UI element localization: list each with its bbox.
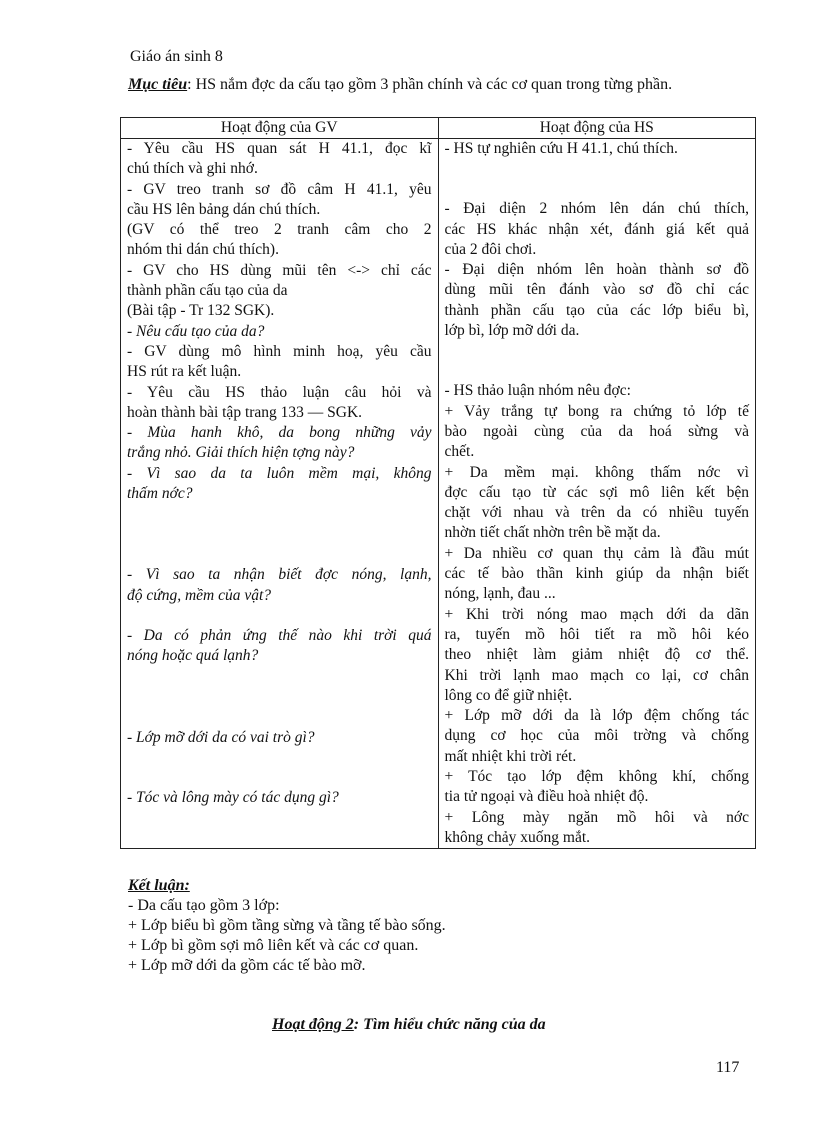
hs-line: các HS khác nhận xét, đánh giá kết quả <box>444 220 749 238</box>
gv-line: - Yêu cầu HS quan sát H 41.1, đọc kĩ <box>127 140 432 157</box>
gv-line: - Yêu cầu HS thảo luận câu hỏi và <box>127 383 432 401</box>
page-number: 117 <box>716 1059 740 1076</box>
gv-line: (Bài tập - Tr 132 SGK). <box>127 302 275 320</box>
hs-line: của 2 đôi chơi. <box>444 240 537 258</box>
hs-line: chết. <box>444 443 475 461</box>
gv-line: nhóm thi dán chú thích). <box>127 241 279 259</box>
table-row <box>121 139 756 849</box>
hs-line: + Lông mày ngăn mồ hôi và nớc <box>444 808 749 826</box>
activity-table <box>120 117 756 849</box>
activity-2-label: Hoạt động 2 <box>272 1016 354 1033</box>
hs-line: nhờn tiết chất nhờn trên bề mặt da. <box>444 524 661 542</box>
hs-line: + Tóc tạo lớp đệm không khí, chống <box>444 768 749 786</box>
hs-line: + Vảy trắng tự bong ra chứng tỏ lớp tế <box>444 402 749 420</box>
hs-column <box>438 139 756 849</box>
gv-line: - Nêu cấu tạo của da? <box>127 322 265 340</box>
hs-line: không chảy xuống mắt. <box>444 828 591 846</box>
hs-line: bào ngoài cùng của da hoá sừng và <box>444 422 749 440</box>
hs-line: nóng, lạnh, đau ... <box>444 585 556 603</box>
activity-2-heading <box>272 1016 546 1034</box>
gv-line: cầu HS lên bảng dán chú thích. <box>127 200 321 218</box>
gv-line: - GV cho HS dùng mũi tên <-> chỉ các <box>127 261 432 279</box>
header-gv: Hoạt động của GV <box>121 118 439 139</box>
objective <box>128 76 750 94</box>
gv-line: - Vì sao ta nhận biết đợc nóng, lạnh, <box>127 566 432 584</box>
gv-line: trắng nhỏ. Giải thích hiện tợng này? <box>127 444 355 462</box>
gv-line: thấm nớc? <box>127 485 193 503</box>
hs-line: - Đại diện nhóm lên hoàn thành sơ đồ <box>444 261 749 279</box>
header-hs: Hoạt động của HS <box>438 118 756 139</box>
gv-line: - Mùa hanh khô, da bong những vảy <box>127 424 432 442</box>
hs-line: lông co để giữ nhiệt. <box>444 686 573 704</box>
activity-2-text: : Tìm hiểu chức năng của da <box>353 1016 546 1033</box>
gv-line: - GV treo tranh sơ đồ câm H 41.1, yêu <box>127 180 432 198</box>
hs-line: dùng mũi tên đánh vào sơ đồ chỉ các <box>444 281 749 299</box>
hs-line: theo nhiệt làm giảm nhiệt độ cơ thể. <box>444 646 749 664</box>
conclusion-line: - Da cấu tạo gồm 3 lớp: <box>128 897 280 914</box>
objective-label: Mục tiêu <box>128 76 188 93</box>
hs-line: + Da mềm mại. không thấm nớc vì <box>444 463 749 481</box>
hs-line: + Khi trời nóng mao mạch dới da dãn <box>444 605 749 623</box>
hs-line: - Đại diện 2 nhóm lên dán chú thích, <box>444 200 749 218</box>
hs-line: dụng cơ học của môi trờng và chống <box>444 727 749 745</box>
hs-line: + Da nhiều cơ quan thụ cảm là đầu mút <box>444 544 749 562</box>
page-header: Giáo án sinh 8 <box>130 48 223 65</box>
table-header-row <box>121 118 756 139</box>
hs-line: mất nhiệt khi trời rét. <box>444 747 577 765</box>
gv-line: - Da có phản ứng thế nào khi trời quá <box>127 626 432 644</box>
hs-line: tia tử ngoại và điều hoà nhiệt độ. <box>444 788 649 806</box>
hs-line: - HS thảo luận nhóm nêu đợc: <box>444 382 631 400</box>
gv-line: (GV có thể treo 2 tranh câm cho 2 <box>127 221 432 239</box>
gv-line: - GV dùng mô hình minh hoạ, yêu cầu <box>127 342 432 360</box>
hs-line: đợc cấu tạo từ các sợi mô liên kết bện <box>444 483 749 501</box>
hs-line: các tế bào thần kinh giúp da nhận biết <box>444 565 749 583</box>
hs-line: thành phần cấu tạo của các lớp biểu bì, <box>444 301 749 319</box>
gv-column <box>121 139 439 849</box>
hs-line: - HS tự nghiên cứu H 41.1, chú thích. <box>444 140 678 157</box>
gv-line: - Vì sao da ta luôn mềm mại, không <box>127 464 432 482</box>
hs-line: lớp bì, lớp mỡ dới da. <box>444 322 580 340</box>
conclusion-label: Kết luận: <box>128 877 190 894</box>
conclusion-line: + Lớp biểu bì gồm tầng sừng và tầng tế bào sống. <box>128 917 446 934</box>
conclusion <box>128 876 446 976</box>
gv-line: nóng hoặc quá lạnh? <box>127 647 259 665</box>
gv-line: chú thích và ghi nhớ. <box>127 160 258 178</box>
conclusion-line: + Lớp mỡ dới da gồm các tế bào mỡ. <box>128 957 366 974</box>
hs-line: Khi trời lạnh mao mạch co lại, cơ chân <box>444 666 749 684</box>
gv-line: - Lớp mỡ dới da có vai trò gì? <box>127 728 315 746</box>
hs-line: + Lớp mỡ dới da là lớp đệm chống tác <box>444 707 749 725</box>
hs-line: chặt với nhau và trên da có nhiều tuyến <box>444 504 749 522</box>
gv-line: độ cứng, mềm của vật? <box>127 586 272 604</box>
hs-line: ra, tuyến mồ hôi tiết ra mồ hôi kéo <box>444 625 749 643</box>
conclusion-line: + Lớp bì gồm sợi mô liên kết và các cơ quan. <box>128 937 419 954</box>
gv-line: - Tóc và lông mày có tác dụng gì? <box>127 788 339 806</box>
gv-line: thành phần cấu tạo của da <box>127 282 288 300</box>
gv-line: hoàn thành bài tập trang 133 — SGK. <box>127 403 363 421</box>
gv-line: HS rút ra kết luận. <box>127 363 242 381</box>
objective-text: : HS nắm đợc da cấu tạo gồm 3 phần chính và các cơ quan trong từng phần. <box>187 76 673 93</box>
